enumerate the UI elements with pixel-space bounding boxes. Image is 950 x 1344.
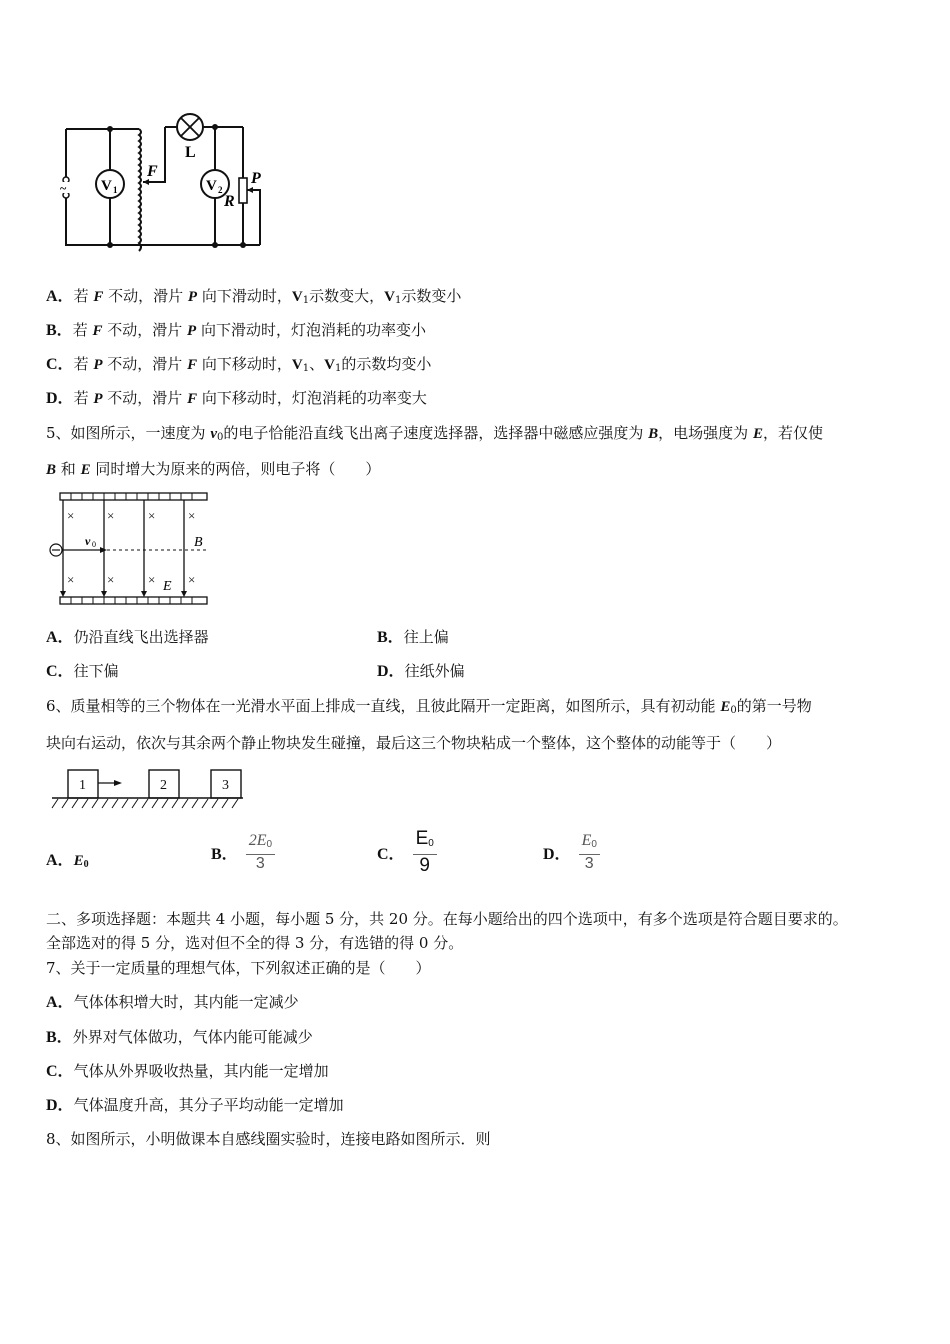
slider-f-label: F [147,163,158,180]
q6-option-c[interactable]: C． $\frac{E_0}{9}$ [377,828,437,876]
q5-stem-line2: B 和 E 同时增大为原来的两倍，则电子将（ ） [46,460,381,478]
q6-option-d[interactable]: D． $\frac{E_0}{3}$ [543,832,600,873]
svg-text:×: × [67,508,75,523]
block-1-label: 1 [79,778,86,793]
svg-text:1: 1 [113,185,118,195]
q4-option-b[interactable]: B．若 F 不动，滑片 P 向下滑动时，灯泡消耗的功率变小 [46,321,426,339]
block-3-label: 3 [222,778,229,793]
e-field-label: E [163,579,172,594]
q6-stem-line1: 6、质量相等的三个物体在一光滑水平面上排成一直线，且彼此隔开一定距离，如图所示，具有初动能 $E_0$的第一号物 [46,697,812,716]
svg-text:×: × [67,572,75,587]
q5-option-b[interactable]: B．往上偏 [377,628,449,646]
ac-source-symbol: ~ [60,181,67,195]
fraction-e0-over-3: $\frac{E_0}{3}$ [579,832,600,873]
b-field-label: B [194,535,203,550]
velocity-selector-diagram [45,488,215,610]
q7-stem: 7、关于一定质量的理想气体，下列叙述正确的是（ ） [46,959,431,977]
svg-text:×: × [148,572,156,587]
svg-text:×: × [188,508,196,523]
section2-instructions-line2: 全部选对的得 5 分，选对但不全的得 3 分，有选错的得 0 分。 [46,934,464,952]
svg-text:×: × [188,572,196,587]
q7-option-b[interactable]: B．外界对气体做功，气体内能可能减少 [46,1028,313,1046]
q5-option-c[interactable]: C．往下偏 [46,662,119,680]
svg-text:0: 0 [92,540,96,549]
v0-label: v [85,534,91,548]
q4-option-d[interactable]: D．若 P 不动，滑片 F 向下移动时，灯泡消耗的功率变大 [46,389,427,407]
q6-option-a[interactable]: A．$E_0$ [46,852,89,870]
fraction-e0-over-9: $\frac{E_0}{9}$ [413,828,437,876]
svg-text:×: × [148,508,156,523]
block-2-label: 2 [160,778,167,793]
q5-option-a[interactable]: A．仍沿直线飞出选择器 [46,628,209,646]
q5-stem-line1: 5、如图所示，一速度为 $v_0$的电子恰能沿直线飞出离子速度选择器，选择器中磁感应强度为 B，电场强度为 E，若仅使 [46,424,823,443]
q8-stem: 8、如图所示，小明做课本自感线圈实验时，连接电路如图所示．则 [46,1130,491,1148]
q4-option-a[interactable]: A．若 F 不动，滑片 P 向下滑动时，$V_1$示数变大，$V_1$示数变小 [46,287,462,306]
svg-text:2: 2 [218,185,223,195]
slider-p-label: P [251,170,261,187]
voltmeter-v1-label: V [101,178,112,194]
svg-text:×: × [107,572,115,587]
q7-option-a[interactable]: A．气体体积增大时，其内能一定减少 [46,993,299,1011]
voltmeter-v2-label: V [206,178,217,194]
lamp-l-label: L [185,144,196,161]
resistor-r-label: R [224,193,235,210]
fraction-2e0-over-3: $\frac{2E_0}{3}$ [246,832,275,873]
q4-option-c[interactable]: C．若 P 不动，滑片 F 向下移动时，$V_1$、$V_1$的示数均变小 [46,355,432,374]
q6-stem-line2: 块向右运动，依次与其余两个静止物块发生碰撞，最后这三个物块粘成一个整体，这个整体的动能等于（ ） [46,734,782,752]
svg-text:×: × [107,508,115,523]
q7-option-d[interactable]: D．气体温度升高，其分子平均动能一定增加 [46,1096,344,1114]
q7-option-c[interactable]: C．气体从外界吸收热量，其内能一定增加 [46,1062,329,1080]
q5-option-d[interactable]: D．往纸外偏 [377,662,465,680]
q6-option-b[interactable]: B． $\frac{2E_0}{3}$ [211,832,275,873]
three-blocks-diagram [45,765,250,815]
section2-instructions-line1: 二、多项选择题：本题共 4 小题，每小题 5 分，共 20 分。在每小题给出的四个选项中，有多个选项是符合题目要求的。 [46,910,848,928]
arrow-right-icon [114,780,122,786]
transformer-circuit-diagram [55,110,270,255]
